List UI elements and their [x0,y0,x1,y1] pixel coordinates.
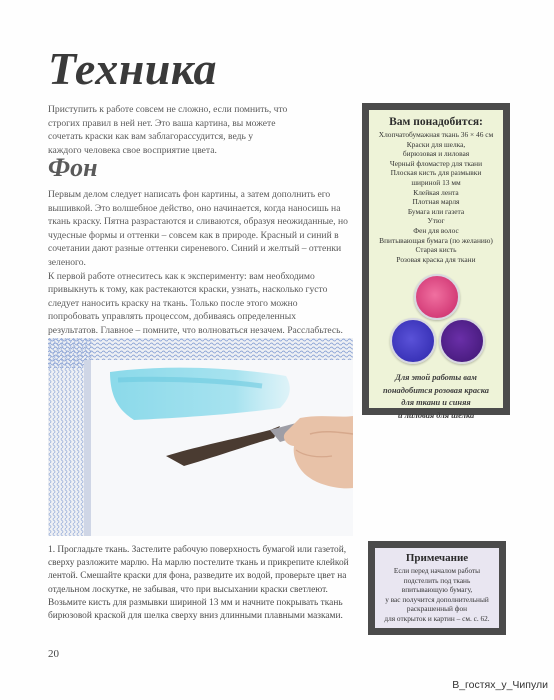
caption-line: для ткани и синяя [401,398,471,408]
intro-text: Приступить к работе совсем не сложно, если помнить, что строгих правил в ней нет. Это ваша картина, вы можете сочетать краски как вам заблагорассудится, ведь у каждого человека свое восприятие цвета. [48,104,288,156]
blue-paint-jar [390,318,436,364]
materials-item: Плотная марля [412,197,460,207]
note-line: у вас получится дополнительный [385,594,489,604]
note-line: впитывающую бумагу, [401,585,473,595]
materials-item: Бумага или газета [407,206,465,216]
page-title: Техника [48,43,218,94]
materials-item: Розовая краска для ткани [396,254,476,264]
page-number: 20 [48,648,59,660]
body-paragraph-2: К первой работе отнеситесь как к эксперименту: вам необходимо привыкнуть к тому, как растекаются краски, узнать, насколько густо следует наносить краску на ткань. Только после этого можно попробовать управлять процессом, добиваясь определенных результатов. Главное – помните, что волноваться незачем. Расслабьтесь. [48,270,343,336]
caption-line: понадобится розовая краска [383,385,489,395]
materials-box [362,103,510,420]
section-title: Фон [48,153,98,182]
materials-item: Краски для шелка, [406,139,466,149]
note-box [368,541,506,635]
note-line: подстелить под ткань [403,575,471,585]
purple-paint-jar [439,318,485,364]
materials-item: Утюг [427,216,445,226]
materials-title: Вам понадобится: [389,116,483,128]
note-line: Если перед началом работы [393,566,481,575]
paints-caption [373,372,499,422]
paint-jars-image [373,268,499,368]
materials-item: шириной 13 мм [411,177,461,187]
materials-item: Впитывающая бумага (по желанию) [379,235,493,245]
note-text [375,566,499,624]
caption-line: Для этой работы вам [395,373,477,383]
materials-item: Старая кисть [415,245,457,255]
note-title: Примечание [405,552,469,564]
caption-line: и лиловая для шелка [397,410,475,420]
materials-item: Фен для волос [413,225,459,235]
materials-item: бирюзовая и лиловая [402,149,470,159]
painting-illustration [48,338,353,536]
materials-list [373,130,499,264]
pink-paint-jar [414,274,460,320]
materials-item: Хлопчатобумажная ткань 36 × 46 см [378,130,494,139]
note-line: для открыток и картин – см. с. 62. [384,613,490,623]
materials-item: Плоская кисть для размывки [390,168,482,178]
painting-photo [48,338,353,536]
materials-item: Черный фломастер для ткани [389,158,483,168]
body-paragraph-1: Первым делом следует написать фон картины, а затем дополнить его вышивкой. Это волшебное действо, оно начинается, когда наносишь на ткань краску. Пятна разрастаются и сливаются, образуя неожиданные, но чудесные формы и оттенки – совсем как в природе. Красный и синий в сочетании дают разные оттенки сиреневого. Синий и желтый – оттенки зеленого. [48,189,348,268]
watermark: В_гостях_у_Чипули [452,679,548,691]
materials-item: Клейкая лента [413,187,459,197]
body-text [48,188,348,351]
step-1-text: 1. Прогладьте ткань. Застелите рабочую поверхность бумагой или газетой, сверху разложите марлю. На марлю постелите ткань и прикрепите клейкой лентой. Смешайте краски для фона, разведите их водой, проверьте цвет на отдельном лоскутке, не забывая, что при высыхании краски светлеют. Возьмите кисть для размывки шириной 13 мм и начните покрывать ткань бирюзовой краской для шелка сверху вниз длинными плавными мазками. [48,545,349,622]
note-line: раскрашенный фон [406,604,468,614]
